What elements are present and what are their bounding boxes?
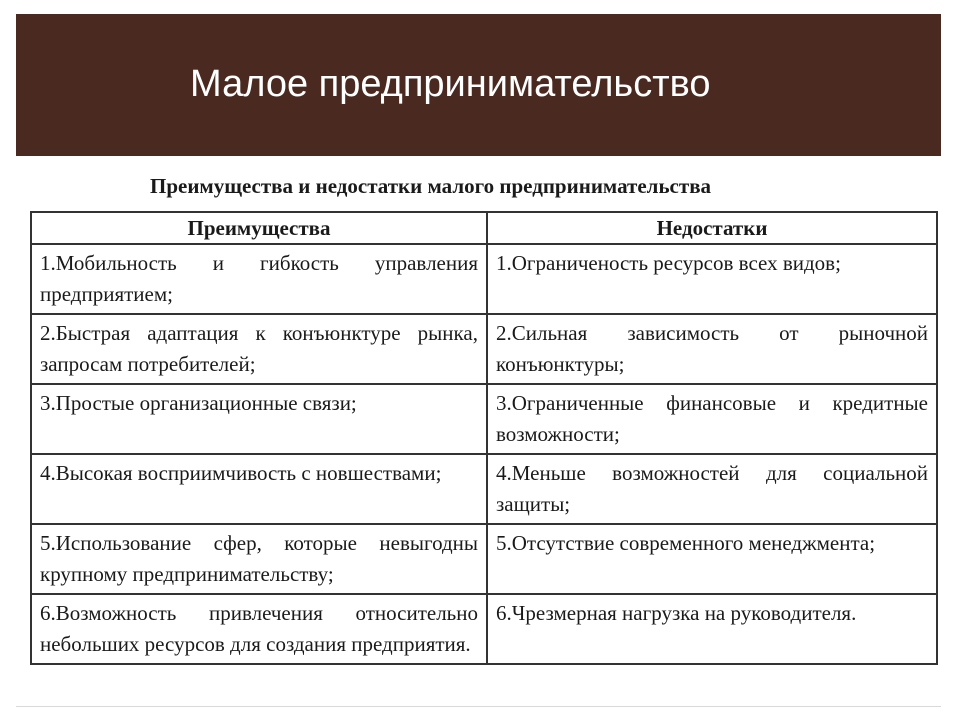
- advantage-cell: 5.Использование сфер, которые невыгодны крупному предпринимательству;: [31, 524, 487, 594]
- table-row: [31, 244, 937, 314]
- slide-title: Малое предпринимательство: [190, 63, 711, 105]
- table-header-row: [31, 212, 937, 244]
- comparison-table: [30, 211, 938, 665]
- table-row: [31, 314, 937, 384]
- disadvantage-cell: 3.Ограниченные финансовые и кредитные возможности;: [487, 384, 937, 454]
- advantage-cell: 2.Быстрая адаптация к конъюнктуре рынка, запросам потребителей;: [31, 314, 487, 384]
- table-row: [31, 384, 937, 454]
- disadvantage-cell: 2.Сильная зависимость от рыночной конъюнктуры;: [487, 314, 937, 384]
- disadvantage-cell: 5.Отсутствие современного менеджмента;: [487, 524, 937, 594]
- advantage-cell: 3.Простые организационные связи;: [31, 384, 487, 454]
- slide-header: [16, 14, 941, 156]
- bottom-divider: [16, 706, 941, 707]
- disadvantage-cell: 1.Ограниченость ресурсов всех видов;: [487, 244, 937, 314]
- table-caption: Преимущества и недостатки малого предпринимательства: [150, 174, 712, 198]
- advantage-cell: 4.Высокая восприимчивость с новшествами;: [31, 454, 487, 524]
- disadvantage-cell: 6.Чрезмерная нагрузка на руководителя.: [487, 594, 937, 664]
- table-row: [31, 454, 937, 524]
- advantage-cell: 1.Мобильность и гибкость управления предприятием;: [31, 244, 487, 314]
- column-header-disadvantages: Недостатки: [487, 212, 937, 244]
- table-row: [31, 524, 937, 594]
- column-header-advantages: Преимущества: [31, 212, 487, 244]
- disadvantage-cell: 4.Меньше возможностей для социальной защиты;: [487, 454, 937, 524]
- advantage-cell: 6.Возможность привлечения относительно небольших ресурсов для создания предприятия.: [31, 594, 487, 664]
- table-row: [31, 594, 937, 664]
